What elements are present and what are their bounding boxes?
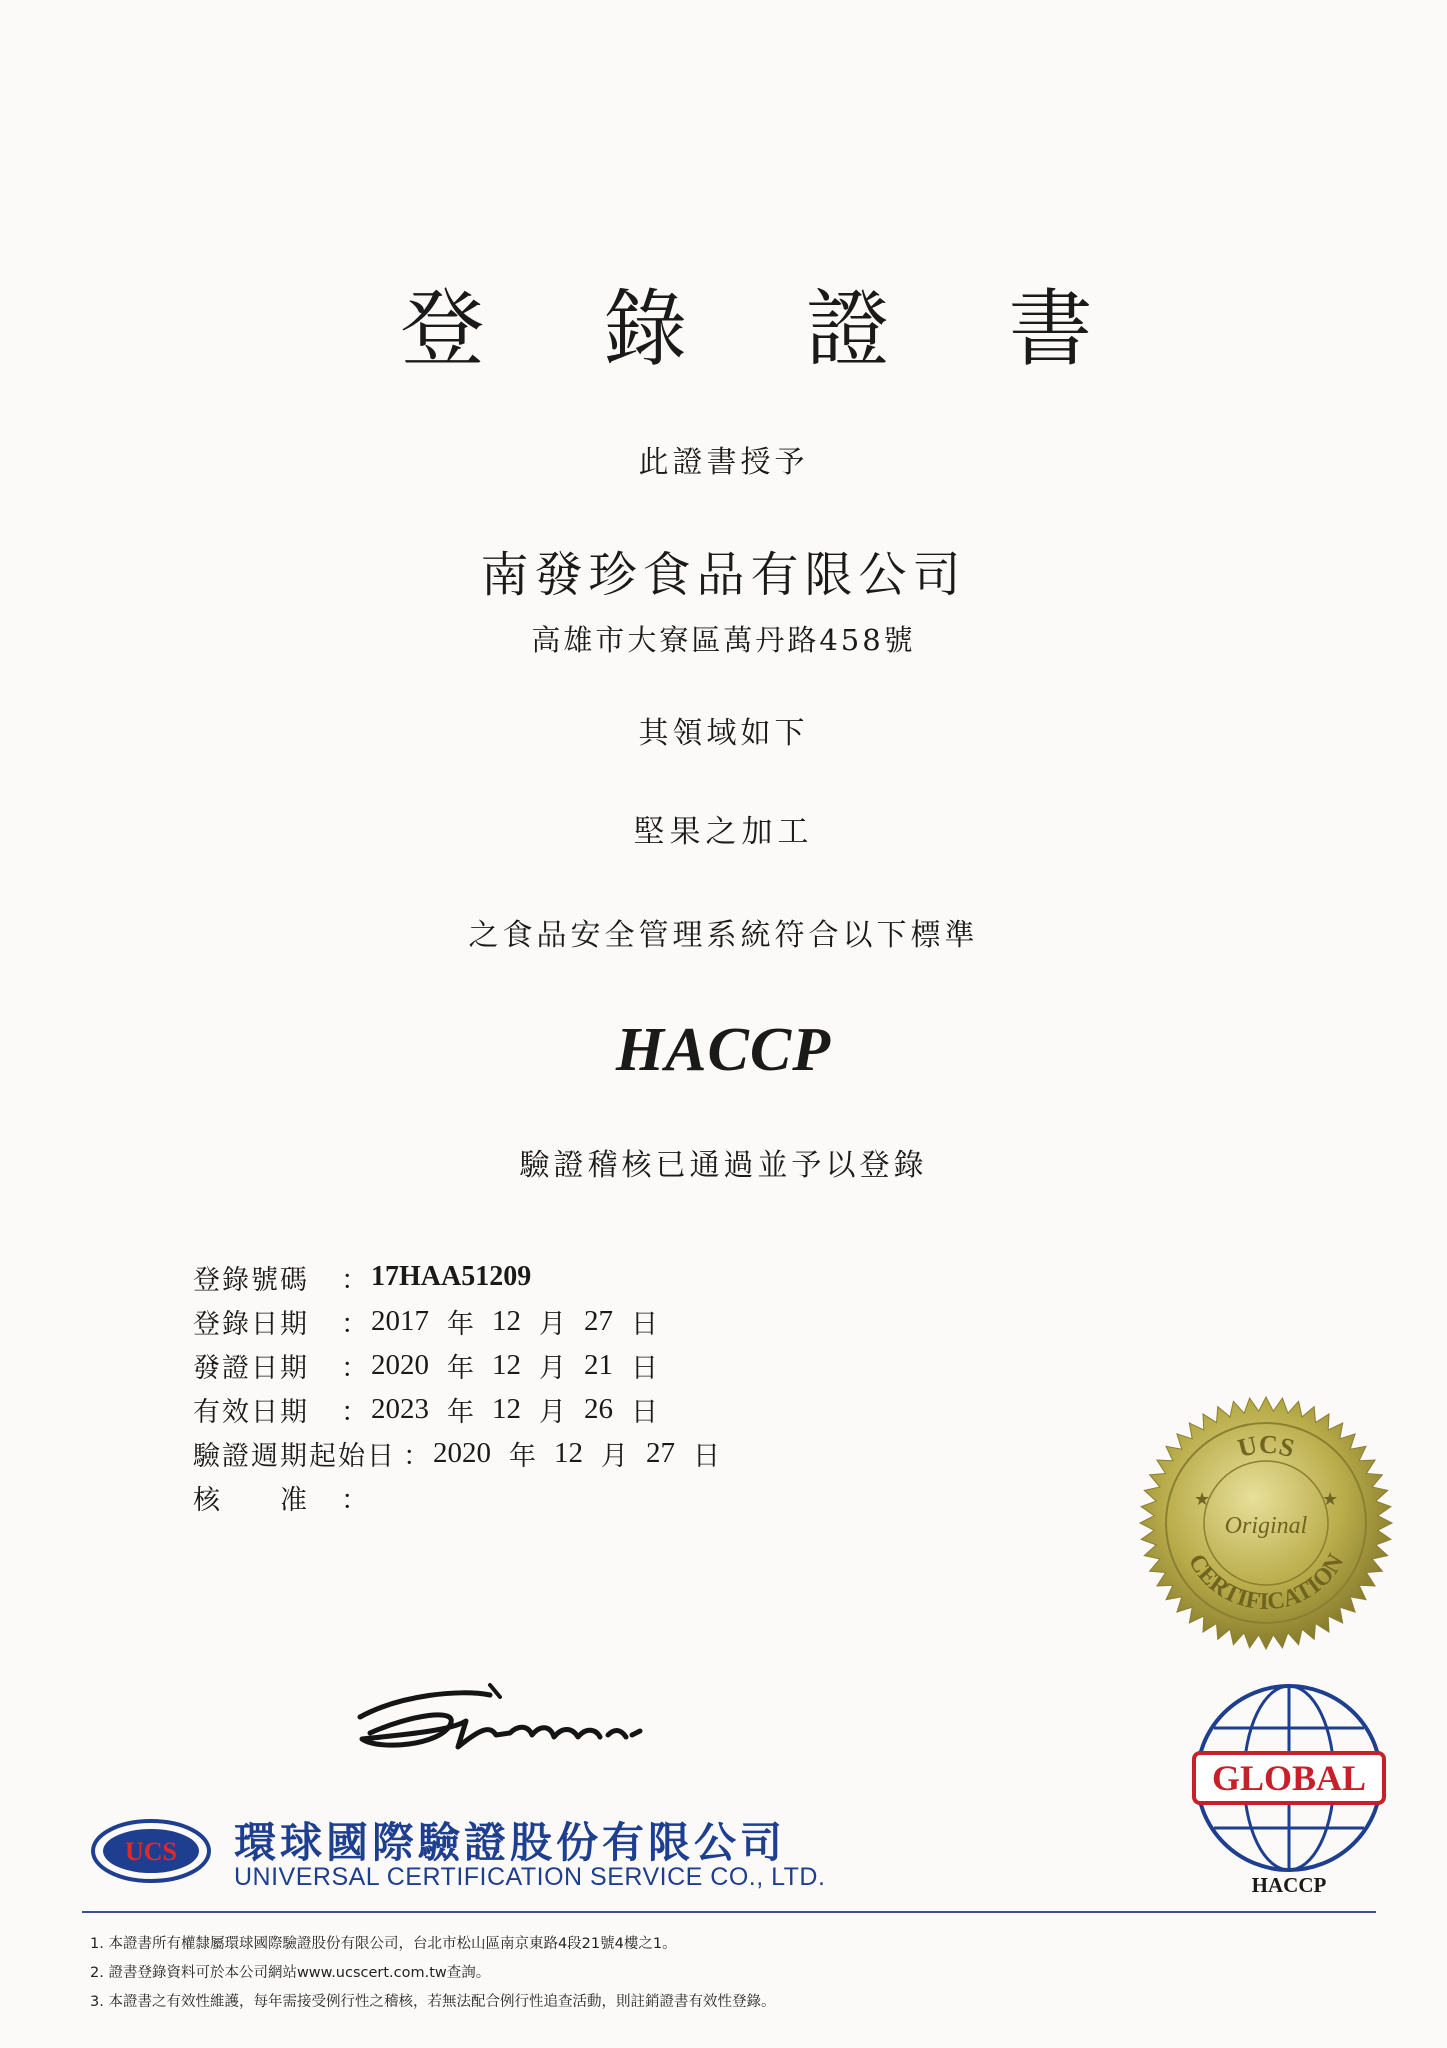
footer-note: 1. 本證書所有權隸屬環球國際驗證股份有限公司，台北市松山區南京東路4段21號4樓之1。: [90, 1936, 677, 1952]
day-unit: 日: [693, 1440, 720, 1472]
signature-image: [340, 1655, 700, 1765]
registration-number-value: 17HAA51209: [371, 1261, 532, 1292]
certificate-details: [193, 1255, 738, 1519]
expiry-date-label: 有效日期: [193, 1396, 309, 1428]
issuer-name-cn: 環球國際驗證股份有限公司: [234, 1818, 787, 1867]
expiry-month: 12: [492, 1392, 521, 1425]
audit-passed-text: 驗證稽核已通過並予以登錄: [519, 1148, 928, 1183]
expiry-day: 26: [584, 1392, 613, 1425]
certificate-title: 登 錄 證 書: [400, 280, 1139, 378]
colon: ：: [341, 1396, 368, 1428]
expiry-year: 2023: [371, 1392, 429, 1425]
ucs-logo-text: UCS: [124, 1837, 178, 1866]
scope-intro-text: 其領域如下: [638, 716, 809, 751]
gold-seal-icon: [1136, 1393, 1396, 1653]
registration-number-row: [193, 1255, 738, 1299]
issue-date-label: 發證日期: [193, 1352, 309, 1384]
day-unit: 日: [631, 1396, 658, 1428]
cycle-start-row: [193, 1431, 738, 1475]
month-unit: 月: [539, 1396, 566, 1428]
cycle-start-label: 驗證週期起始日: [193, 1440, 396, 1472]
global-logo-icon: [1184, 1673, 1394, 1883]
issue-month: 12: [492, 1348, 521, 1381]
year-unit: 年: [509, 1440, 536, 1472]
granted-to-text: 此證書授予: [638, 445, 809, 480]
global-logo-caption: HACCP: [1251, 1873, 1327, 1897]
year-unit: 年: [447, 1308, 474, 1340]
registration-date-label: 登錄日期: [193, 1308, 309, 1340]
year-unit: 年: [447, 1396, 474, 1428]
seal-star-icon: ★: [1194, 1489, 1211, 1510]
colon: ：: [341, 1484, 368, 1516]
registration-day: 27: [584, 1304, 613, 1337]
month-unit: 月: [601, 1440, 628, 1472]
colon: ：: [403, 1440, 430, 1472]
day-unit: 日: [631, 1352, 658, 1384]
standard-name: HACCP: [615, 1016, 832, 1084]
seal-middle-text: Original: [1224, 1513, 1308, 1539]
year-unit: 年: [447, 1352, 474, 1384]
standard-intro-text: 之食品安全管理系統符合以下標準: [468, 918, 979, 953]
global-logo-text: GLOBAL: [1211, 1758, 1367, 1798]
cycle-start-month: 12: [554, 1436, 583, 1469]
scope-text: 堅果之加工: [633, 814, 814, 850]
day-unit: 日: [631, 1308, 658, 1340]
cycle-start-day: 27: [646, 1436, 675, 1469]
seal-top-text: UCS: [1235, 1429, 1298, 1464]
ucs-logo-icon: [90, 1818, 212, 1884]
registration-date-row: [193, 1299, 738, 1343]
colon: ：: [341, 1352, 368, 1384]
issuer-name-en: UNIVERSAL CERTIFICATION SERVICE CO., LTD.: [234, 1863, 826, 1891]
issue-date-row: [193, 1343, 738, 1387]
colon: ：: [341, 1264, 368, 1296]
registration-month: 12: [492, 1304, 521, 1337]
month-unit: 月: [539, 1352, 566, 1384]
footer-note: 3. 本證書之有效性維護，每年需接受例行性之稽核，若無法配合例行性追查活動，則註銷證書有效性登錄。: [90, 1994, 776, 2010]
issue-year: 2020: [371, 1348, 429, 1381]
cycle-start-year: 2020: [433, 1436, 491, 1469]
svg-text:UCS: [1235, 1430, 1298, 1463]
approval-row: [193, 1475, 738, 1519]
footer-note: 2. 證書登錄資料可於本公司網站www.ucscert.com.tw查詢。: [90, 1965, 491, 1981]
issue-day: 21: [584, 1348, 613, 1381]
colon: ：: [341, 1308, 368, 1340]
registration-number-label: 登錄號碼: [193, 1264, 309, 1296]
company-name: 南發珍食品有限公司: [480, 547, 967, 603]
seal-bottom-text: CERTIFICATION: [1182, 1549, 1350, 1616]
approval-label: 核 准: [193, 1484, 309, 1516]
expiry-date-row: [193, 1387, 738, 1431]
seal-star-icon: ★: [1322, 1489, 1339, 1510]
company-address: 高雄市大寮區萬丹路458號: [531, 623, 916, 657]
footer-divider: [82, 1911, 1376, 1913]
footer-notes: [90, 1930, 775, 2017]
registration-year: 2017: [371, 1304, 429, 1337]
month-unit: 月: [539, 1308, 566, 1340]
